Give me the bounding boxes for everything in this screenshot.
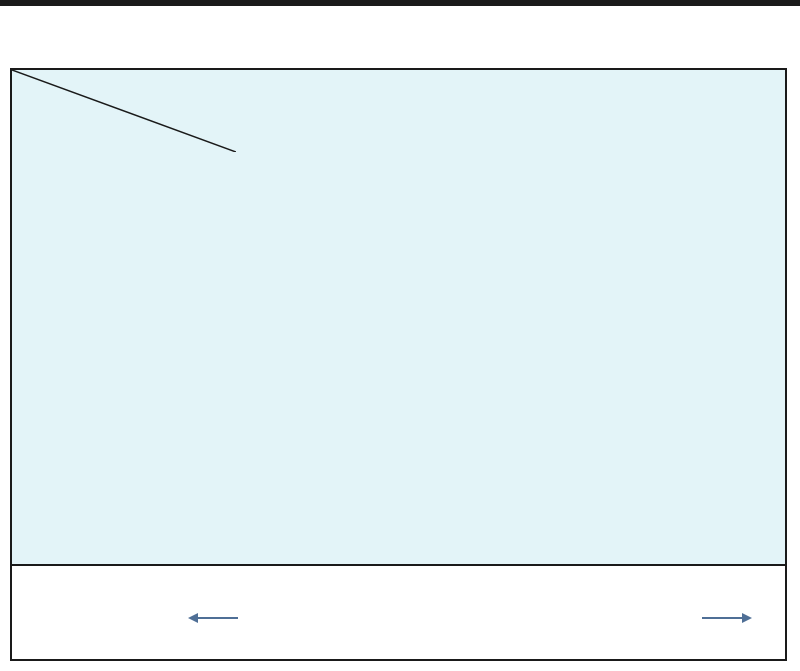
header-diagonal <box>12 70 236 152</box>
weather-icon-cell <box>376 411 516 463</box>
weather-icon-cell <box>376 154 516 206</box>
weather-icon-cell <box>236 154 376 206</box>
weather-icon-cell <box>656 411 796 463</box>
weather-icon-cell <box>376 492 516 544</box>
arrow-left-icon <box>188 610 240 626</box>
weather-table <box>10 68 787 566</box>
weather-icon-cell <box>236 411 376 463</box>
legend-icon-cell <box>652 620 692 656</box>
weather-icon-cell <box>516 330 656 382</box>
legend-panel <box>10 566 787 661</box>
region-name-north <box>68 423 204 448</box>
weather-icon-cell <box>516 154 656 206</box>
legend-icon-cell <box>356 620 396 656</box>
weather-icon-cell <box>236 492 376 544</box>
top-rule <box>0 0 800 6</box>
weather-icon-cell <box>516 250 656 302</box>
legend-icon-cell <box>552 620 592 656</box>
region-name-central <box>68 342 204 367</box>
weather-icon-cell <box>516 492 656 544</box>
weather-icon-cell <box>376 250 516 302</box>
weather-icon-cell <box>656 492 796 544</box>
weather-icon-cell <box>656 250 796 302</box>
arrow-right-icon <box>700 610 752 626</box>
weather-icon-cell <box>516 411 656 463</box>
weather-icon-cell <box>656 154 796 206</box>
region-name-yamaguchi <box>16 166 166 191</box>
legend-icon-cell <box>458 620 498 656</box>
legend-icon-cell <box>256 620 296 656</box>
weather-icon-cell <box>236 250 376 302</box>
region-name-west <box>48 260 186 285</box>
weather-icon-cell <box>376 330 516 382</box>
weather-icon-cell <box>236 330 376 382</box>
weather-icon-cell <box>656 330 796 382</box>
region-name-east <box>68 504 204 529</box>
